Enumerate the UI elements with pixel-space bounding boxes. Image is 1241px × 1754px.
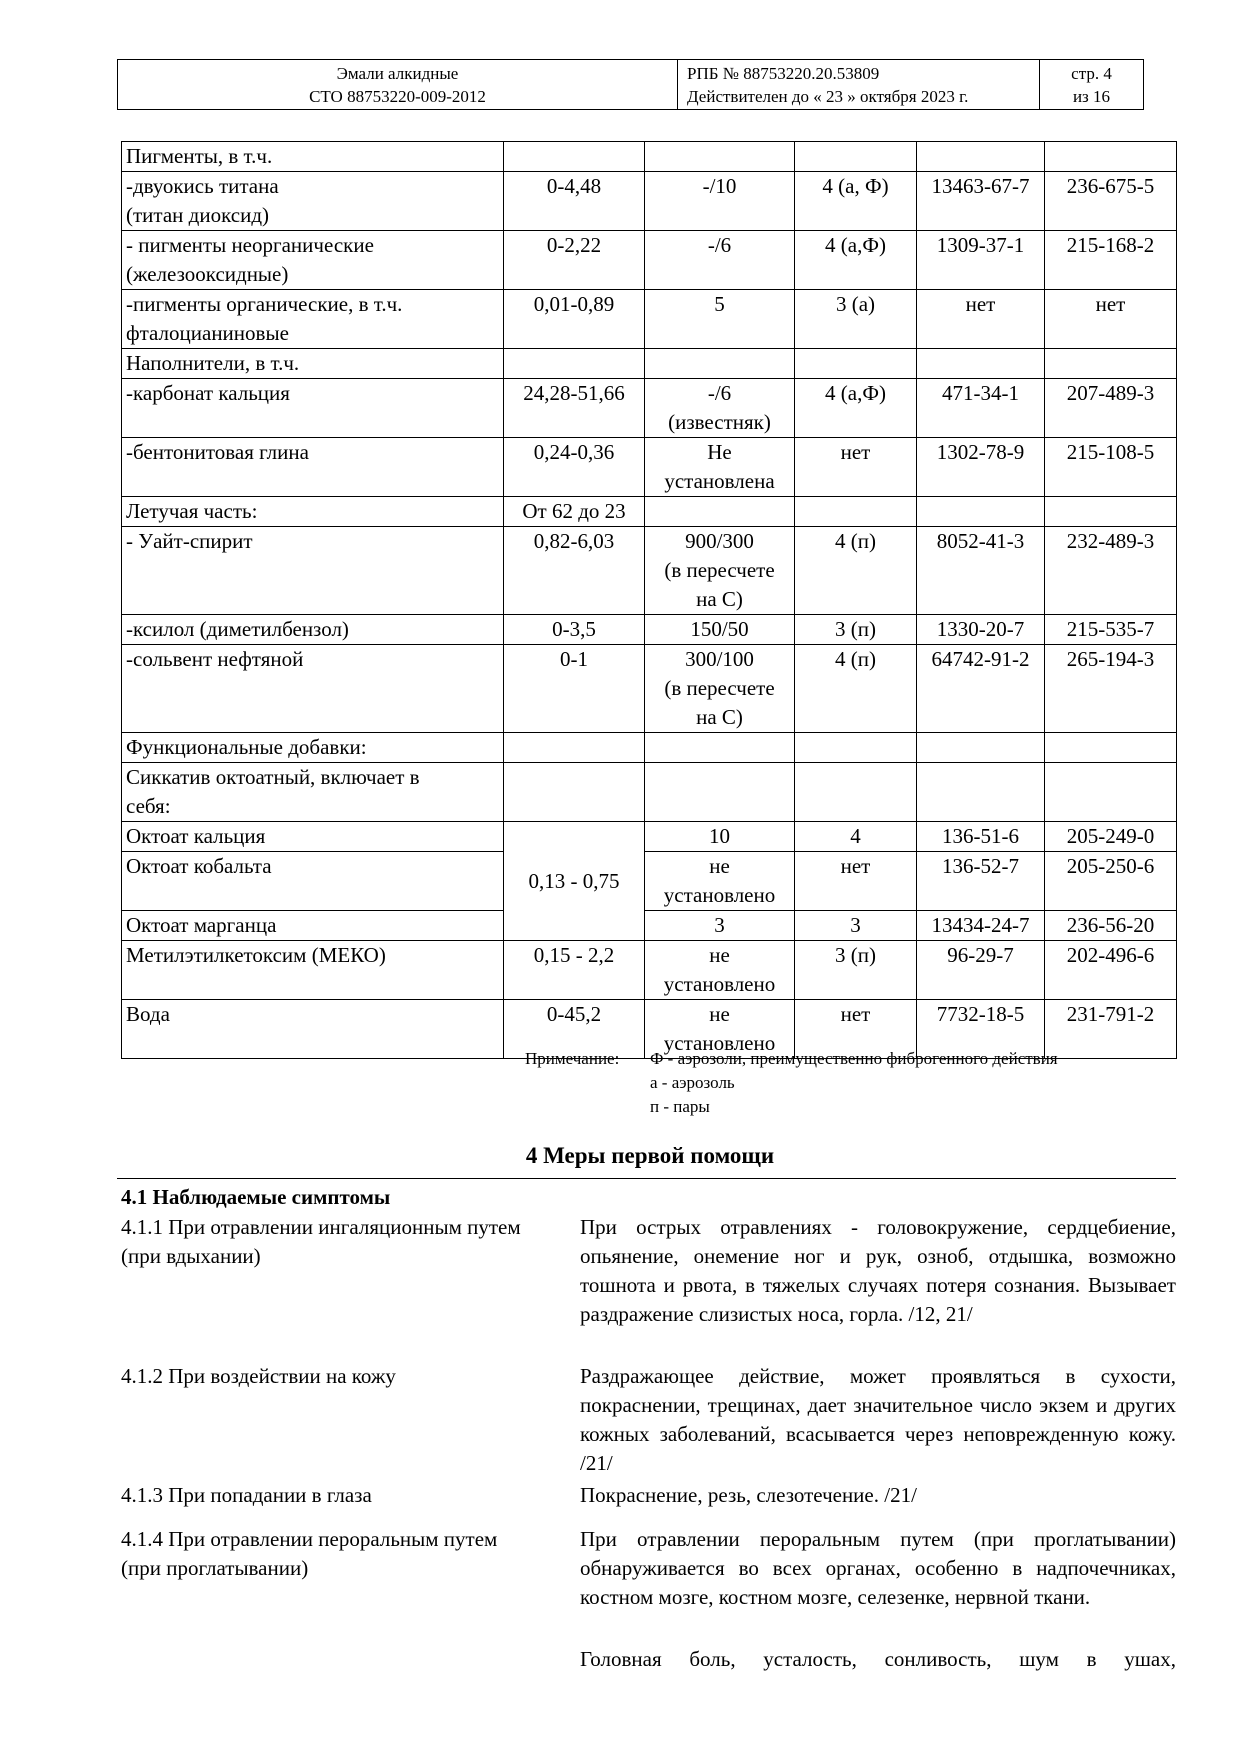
header-validity: Действителен до « 23 » октября 2023 г. <box>687 87 969 106</box>
note-label: Примечание: <box>525 1049 620 1068</box>
pdk-line: не <box>709 943 730 967</box>
symptom-label-inhalation: 4.1.1 При отравлении ингаляционным путем (при вдыхании) <box>121 1215 521 1268</box>
pdk-line: установлено <box>663 1031 776 1055</box>
table-row <box>122 379 1177 438</box>
pdk-value <box>645 852 795 911</box>
header-page-total: из 16 <box>1072 87 1111 106</box>
pdk-line: 300/100 <box>685 647 754 671</box>
hazard-class: 4 (а,Ф) <box>795 379 917 438</box>
ec-number: 232-489-3 <box>1045 527 1177 615</box>
cas-number: 136-51-6 <box>917 822 1045 852</box>
component-name <box>122 172 504 231</box>
symptom-text-oral: При отравлении пероральным путем (при проглатывании) обнаруживается во всех органах, особенно в надпочечниках, костном мозге, костном мозге, селезенке, нервной ткани. <box>580 1527 1176 1609</box>
header-page-number: стр. 4 <box>1071 64 1112 83</box>
ec-number: 265-194-3 <box>1045 645 1177 733</box>
cas-number: 7732-18-5 <box>917 1000 1045 1059</box>
ec-number: 205-250-6 <box>1045 852 1177 911</box>
hazard-class: нет <box>795 852 917 911</box>
cell <box>917 733 1045 763</box>
cell <box>504 733 645 763</box>
name-line: (железооксидные) <box>126 262 289 286</box>
cell <box>504 142 645 172</box>
hazard-class: 4 (п) <box>795 527 917 615</box>
table-row <box>122 142 1177 172</box>
cell <box>1045 763 1177 822</box>
cas-number: 136-52-7 <box>917 852 1045 911</box>
component-name: Октоат кальция <box>122 822 504 852</box>
cell <box>645 763 795 822</box>
hazard-class: 4 <box>795 822 917 852</box>
component-name: -ксилол (диметилбензол) <box>122 615 504 645</box>
component-name <box>122 763 504 822</box>
pdk-value <box>645 941 795 1000</box>
mass-fraction: От 62 до 23 <box>504 497 645 527</box>
hazard-class: 4 (п) <box>795 645 917 733</box>
pdk-line: Не <box>707 440 732 464</box>
ec-number: 231-791-2 <box>1045 1000 1177 1059</box>
cell <box>795 142 917 172</box>
subsection-title: 4.1 Наблюдаемые симптомы <box>121 1185 391 1209</box>
pdk-line: (в пересчете <box>664 676 775 700</box>
header-standard-code: СТО 88753220-009-2012 <box>309 87 486 106</box>
section-title: 4 Меры первой помощи <box>525 1143 775 1168</box>
table-row <box>122 733 1177 763</box>
note-lines <box>650 1047 1058 1119</box>
hazard-class: 4 (а,Ф) <box>795 231 917 290</box>
pdk-value <box>645 379 795 438</box>
mass-fraction: 0,82-6,03 <box>504 527 645 615</box>
table-row <box>122 822 1177 852</box>
cell <box>795 497 917 527</box>
component-name: Октоат марганца <box>122 911 504 941</box>
ec-number: 202-496-6 <box>1045 941 1177 1000</box>
cas-number: 1330-20-7 <box>917 615 1045 645</box>
component-name: Октоат кобальта <box>122 852 504 911</box>
pdk-line: не <box>709 1002 730 1026</box>
cell <box>917 349 1045 379</box>
cell <box>645 142 795 172</box>
cell <box>504 763 645 822</box>
mass-fraction: 0-1 <box>504 645 645 733</box>
hazard-class: 4 (а, Ф) <box>795 172 917 231</box>
ec-number: 236-56-20 <box>1045 911 1177 941</box>
cell <box>917 763 1045 822</box>
symptom-text-continued: Головная боль, усталость, сонливость, шум в ушах, <box>580 1647 1176 1671</box>
cas-number: 13463-67-7 <box>917 172 1045 231</box>
table-row <box>122 645 1177 733</box>
document-header <box>117 59 1144 110</box>
hazard-class: 3 (п) <box>795 615 917 645</box>
hazard-class: 3 <box>795 911 917 941</box>
cas-number: 13434-24-7 <box>917 911 1045 941</box>
pdk-value: -/10 <box>645 172 795 231</box>
mass-fraction: 0-45,2 <box>504 1000 645 1059</box>
pdk-value <box>645 527 795 615</box>
table-row <box>122 527 1177 615</box>
cas-number: 64742-91-2 <box>917 645 1045 733</box>
cell <box>917 142 1045 172</box>
pdk-line: не <box>709 854 730 878</box>
ec-number: нет <box>1045 290 1177 349</box>
ec-number: 215-168-2 <box>1045 231 1177 290</box>
name-line: фталоцианиновые <box>126 321 289 345</box>
pdk-value <box>645 438 795 497</box>
component-name <box>122 290 504 349</box>
component-name: Летучая часть: <box>122 497 504 527</box>
cell <box>645 497 795 527</box>
symptom-label-oral: 4.1.4 При отравлении пероральным путем (при проглатывании) <box>121 1527 498 1580</box>
table-row <box>122 290 1177 349</box>
cas-number: 8052-41-3 <box>917 527 1045 615</box>
component-name: - Уайт-спирит <box>122 527 504 615</box>
pdk-line: -/6 <box>707 381 732 405</box>
ec-number: 236-675-5 <box>1045 172 1177 231</box>
cas-number: 471-34-1 <box>917 379 1045 438</box>
header-product-cell <box>118 60 678 109</box>
symptom-text-skin: Раздражающее действие, может проявляться в сухости, покраснении, трещинах, дает значительное число экзем и других кожных заболеваний, всасывается через неповрежденную кожу. /21/ <box>580 1364 1176 1475</box>
hazard-class: нет <box>795 438 917 497</box>
name-line: -пигменты органические, в т.ч. <box>126 292 403 316</box>
table-row <box>122 852 1177 911</box>
composition-table <box>121 141 1177 1059</box>
hazard-class: 3 (п) <box>795 941 917 1000</box>
symptom-label-eyes: 4.1.3 При попадании в глаза <box>121 1483 372 1507</box>
component-name: Функциональные добавки: <box>122 733 504 763</box>
cell <box>1045 733 1177 763</box>
cell <box>1045 349 1177 379</box>
cas-number: 96-29-7 <box>917 941 1045 1000</box>
pdk-value: -/6 <box>645 231 795 290</box>
component-name: Вода <box>122 1000 504 1059</box>
cell <box>645 349 795 379</box>
table-row <box>122 172 1177 231</box>
cell <box>504 349 645 379</box>
ec-number: 205-249-0 <box>1045 822 1177 852</box>
pdk-line: (в пересчете <box>664 558 775 582</box>
cas-number: нет <box>917 290 1045 349</box>
header-product-name: Эмали алкидные <box>336 64 459 83</box>
mass-fraction: 0-3,5 <box>504 615 645 645</box>
hazard-class: нет <box>795 1000 917 1059</box>
name-line: - пигменты неорганические <box>126 233 374 257</box>
mass-fraction: 0-4,48 <box>504 172 645 231</box>
ec-number: 215-535-7 <box>1045 615 1177 645</box>
pdk-value: 150/50 <box>645 615 795 645</box>
cell <box>795 763 917 822</box>
note-line: Ф - аэрозоли, преимущественно фиброгенного действия <box>650 1049 1058 1068</box>
table-row <box>122 231 1177 290</box>
cell <box>795 349 917 379</box>
component-name: -карбонат кальция <box>122 379 504 438</box>
mass-fraction: 0,01-0,89 <box>504 290 645 349</box>
table-row <box>122 497 1177 527</box>
pdk-value: 3 <box>645 911 795 941</box>
mass-fraction: 0-2,22 <box>504 231 645 290</box>
table-row <box>122 941 1177 1000</box>
mass-fraction: 0,15 - 2,2 <box>504 941 645 1000</box>
component-name: Наполнители, в т.ч. <box>122 349 504 379</box>
note-line: п - пары <box>650 1097 710 1116</box>
note-line: а - аэрозоль <box>650 1073 735 1092</box>
cell <box>1045 497 1177 527</box>
table-row <box>122 911 1177 941</box>
cas-number: 1302-78-9 <box>917 438 1045 497</box>
mass-fraction: 0,13 - 0,75 <box>504 822 645 941</box>
component-name: Пигменты, в т.ч. <box>122 142 504 172</box>
ec-number: 207-489-3 <box>1045 379 1177 438</box>
table-row <box>122 349 1177 379</box>
symptom-label-skin: 4.1.2 При воздействии на кожу <box>121 1364 396 1388</box>
component-name: -бентонитовая глина <box>122 438 504 497</box>
name-line: -двуокись титана <box>126 174 279 198</box>
cas-number: 1309-37-1 <box>917 231 1045 290</box>
hazard-class: 3 (а) <box>795 290 917 349</box>
pdk-value: 10 <box>645 822 795 852</box>
table-row <box>122 438 1177 497</box>
component-name <box>122 231 504 290</box>
header-page-cell <box>1040 60 1143 109</box>
pdk-line: на С) <box>696 705 743 729</box>
cell <box>1045 142 1177 172</box>
mass-fraction: 24,28-51,66 <box>504 379 645 438</box>
component-name: -сольвент нефтяной <box>122 645 504 733</box>
cell <box>795 733 917 763</box>
symptom-text-eyes: Покраснение, резь, слезотечение. /21/ <box>580 1483 917 1507</box>
component-name: Метилэтилкетоксим (МЕКО) <box>122 941 504 1000</box>
name-line: (титан диоксид) <box>126 203 269 227</box>
header-registration-cell <box>678 60 1040 109</box>
table-row <box>122 615 1177 645</box>
symptom-text-inhalation: При острых отравлениях - головокружение, сердцебиение, опьянение, онемение ног и рук, озноб, отдышка, возможно тошнота и рвота, в тяжелых случаях потеря сознания. Вызывает раздражение слизистых носа, горла. /12, 21/ <box>580 1215 1176 1326</box>
pdk-line: установлено <box>663 883 776 907</box>
name-line: себя: <box>126 794 171 818</box>
header-registration-number: РПБ № 88753220.20.53809 <box>687 64 880 83</box>
cell <box>645 733 795 763</box>
pdk-line: 900/300 <box>685 529 754 553</box>
pdk-value <box>645 645 795 733</box>
ec-number: 215-108-5 <box>1045 438 1177 497</box>
section-divider <box>117 1178 1176 1179</box>
name-line: Сиккатив октоатный, включает в <box>126 765 420 789</box>
table-row <box>122 763 1177 822</box>
cell <box>917 497 1045 527</box>
pdk-line: на С) <box>696 587 743 611</box>
pdk-value: 5 <box>645 290 795 349</box>
pdk-line: установлено <box>663 972 776 996</box>
pdk-line: (известняк) <box>668 410 771 434</box>
mass-fraction: 0,24-0,36 <box>504 438 645 497</box>
pdk-line: установлена <box>664 469 775 493</box>
